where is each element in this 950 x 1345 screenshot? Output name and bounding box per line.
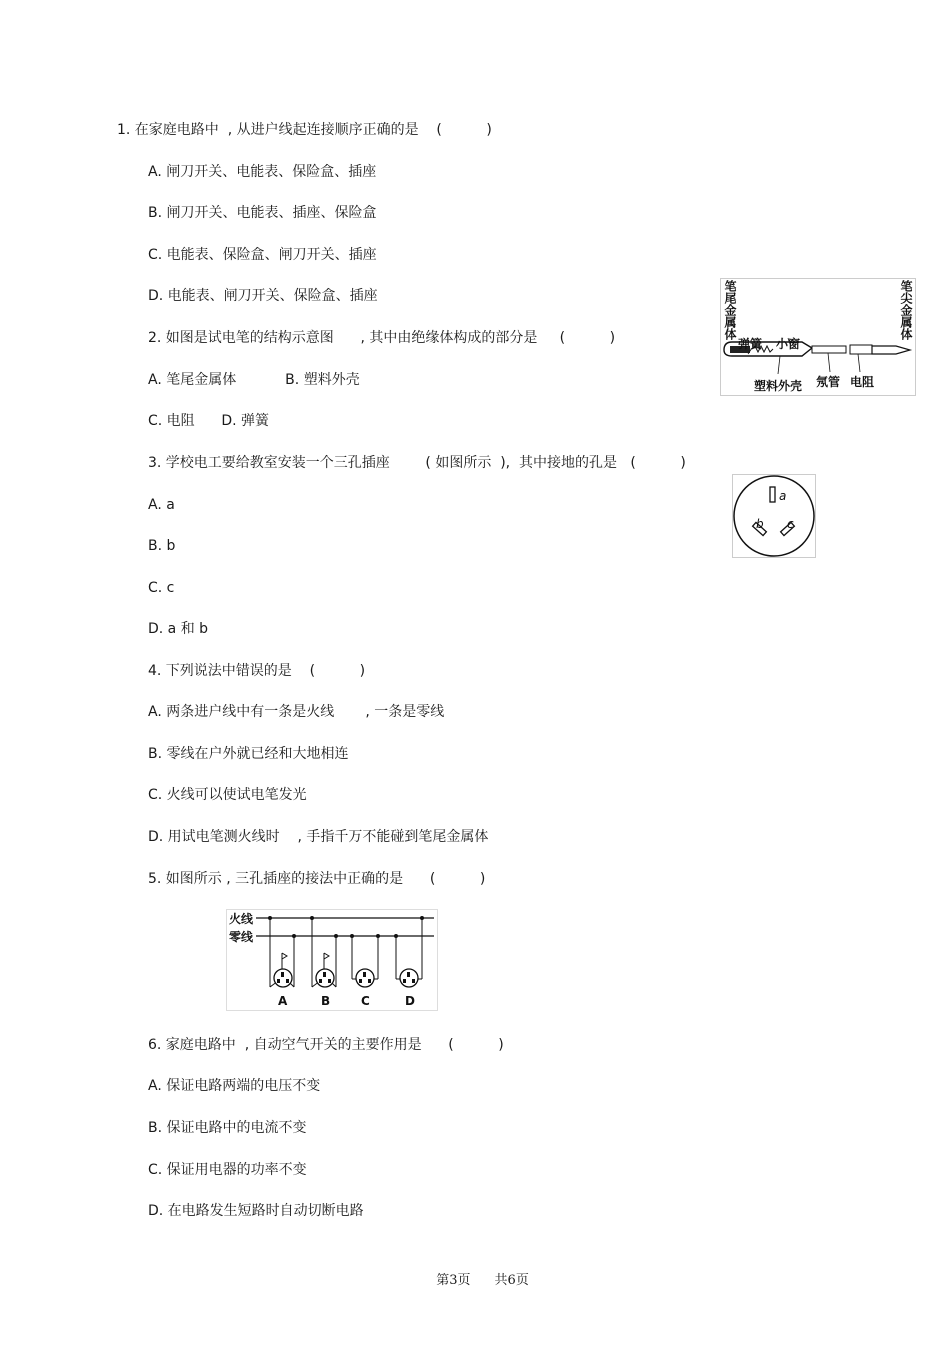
- question-4-option-b: B. 零线在户外就已经和大地相连: [148, 746, 349, 762]
- question-6-option-a: A. 保证电路两端的电压不变: [148, 1078, 321, 1094]
- question-3-option-c: C. c: [148, 580, 175, 596]
- question-4-option-d: D. 用试电笔测火线时 , 手指千万不能碰到笔尾金属体: [148, 829, 489, 845]
- question-1-option-c: C. 电能表、保险盒、闸刀开关、插座: [148, 247, 377, 263]
- question-2-option-cd: C. 电阻 D. 弹簧: [148, 413, 270, 429]
- question-4-option-c: C. 火线可以使试电笔发光: [148, 787, 307, 803]
- window-label: 小窗: [776, 337, 801, 351]
- pen-tip: [872, 346, 910, 354]
- wiring-option-c: [350, 934, 380, 987]
- wiring-option-b: [310, 916, 338, 987]
- wiring-option-a: [268, 916, 296, 987]
- resistor-shape: [850, 345, 872, 354]
- spring-label: 弹簧: [738, 337, 763, 351]
- question-6-stem: 6. 家庭电路中 , 自动空气开关的主要作用是 ( ): [148, 1037, 504, 1053]
- question-4-stem: 4. 下列说法中错误的是 ( ): [148, 663, 366, 679]
- question-1-option-a: A. 闸刀开关、电能表、保险盒、插座: [148, 164, 377, 180]
- question-3-stem: 3. 学校电工要给教室安装一个三孔插座 ( 如图所示 ), 其中接地的孔是 ( ): [148, 455, 686, 471]
- pen-tail-label: 笔尾金属体: [723, 280, 737, 340]
- wiring-label-c: C: [361, 994, 370, 1008]
- pen-tip-label: 笔尖金属体: [899, 280, 913, 340]
- hole-a: [770, 487, 775, 502]
- neon-tube: [812, 346, 846, 353]
- live-wire-label: 火线: [229, 912, 254, 926]
- wiring-option-d: [394, 916, 424, 987]
- page-number: 第3页: [436, 1273, 471, 1288]
- wiring-figure: [226, 909, 438, 1011]
- page-footer: [428, 1254, 529, 1288]
- hole-a-label: a: [779, 489, 787, 503]
- question-6-option-b: B. 保证电路中的电流不变: [148, 1120, 307, 1136]
- resistor-label: 电阻: [850, 375, 875, 389]
- question-6-option-c: C. 保证用电器的功率不变: [148, 1162, 307, 1178]
- shell-label: 塑料外壳: [754, 379, 803, 393]
- page-total: 共6页: [494, 1273, 529, 1288]
- neutral-wire-label: 零线: [229, 930, 254, 944]
- question-5-stem: 5. 如图所示 , 三孔插座的接法中正确的是 ( ): [148, 871, 486, 887]
- neon-label: 氖管: [816, 375, 841, 389]
- hole-b-label: b: [756, 517, 764, 531]
- question-1-option-d: D. 电能表、闸刀开关、保险盒、插座: [148, 288, 378, 304]
- hole-c-label: c: [787, 517, 794, 531]
- question-1-stem: 1. 在家庭电路中 , 从进户线起连接顺序正确的是 ( ): [117, 122, 492, 138]
- question-3-option-a: A. a: [148, 497, 175, 513]
- question-6-option-d: D. 在电路发生短路时自动切断电路: [148, 1203, 364, 1219]
- question-4-option-a: A. 两条进户线中有一条是火线 , 一条是零线: [148, 704, 445, 720]
- wiring-label-a: A: [278, 994, 288, 1008]
- wiring-label-d: D: [405, 994, 415, 1008]
- test-pen-figure: [720, 278, 916, 396]
- question-2-stem: 2. 如图是试电笔的结构示意图 , 其中由绝缘体构成的部分是 ( ): [148, 330, 616, 346]
- wiring-label-b: B: [321, 994, 331, 1008]
- question-1-option-b: B. 闸刀开关、电能表、插座、保险盒: [148, 205, 377, 221]
- question-3-option-b: B. b: [148, 538, 176, 554]
- question-3-option-d: D. a 和 b: [148, 621, 209, 637]
- question-2-option-ab: A. 笔尾金属体 B. 塑料外壳: [148, 372, 360, 388]
- socket-figure: [732, 474, 816, 558]
